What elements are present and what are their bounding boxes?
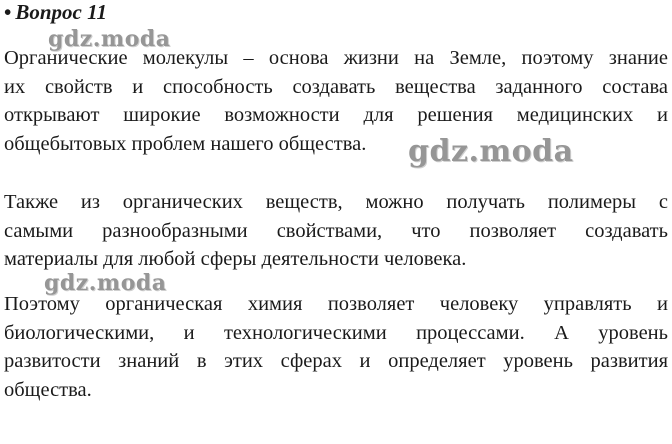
paragraph-line: общебытовых проблем нашего общества.: [4, 132, 367, 155]
question-heading: [4, 0, 107, 24]
paragraph-line: развитости знаний в этих сферах и определяет уровень развития: [4, 350, 668, 372]
bullet-icon: •: [4, 0, 12, 24]
paragraph-line: материалы для любой сферы деятельности человека.: [4, 248, 467, 270]
paragraph-line: Также из органических веществ, можно получать полимеры с: [4, 191, 668, 213]
paragraph-2: [4, 188, 668, 274]
paragraph-3: [4, 290, 668, 404]
paragraph-line: общества.: [4, 378, 92, 401]
watermark: gdz.moda: [408, 134, 574, 169]
paragraph-line: открывают широкие возможности для решения медицинских и: [4, 104, 668, 126]
watermark: gdz.moda: [44, 270, 167, 296]
question-title: Вопрос 11: [15, 0, 107, 24]
paragraph-line: Поэтому органическая химия позволяет человеку управлять и: [4, 293, 668, 315]
paragraph-line: Органические молекулы – основа жизни на Земле, поэтому знание: [4, 47, 668, 69]
watermark: gdz.moda: [48, 26, 171, 52]
paragraph-line: биологическими, и технологическими процессами. А уровень: [4, 321, 668, 344]
paragraph-line: их свойств и способность создавать вещества заданного состава: [4, 75, 668, 98]
paragraph-line: самыми разнообразными свойствами, что позволяет создавать: [4, 219, 668, 242]
